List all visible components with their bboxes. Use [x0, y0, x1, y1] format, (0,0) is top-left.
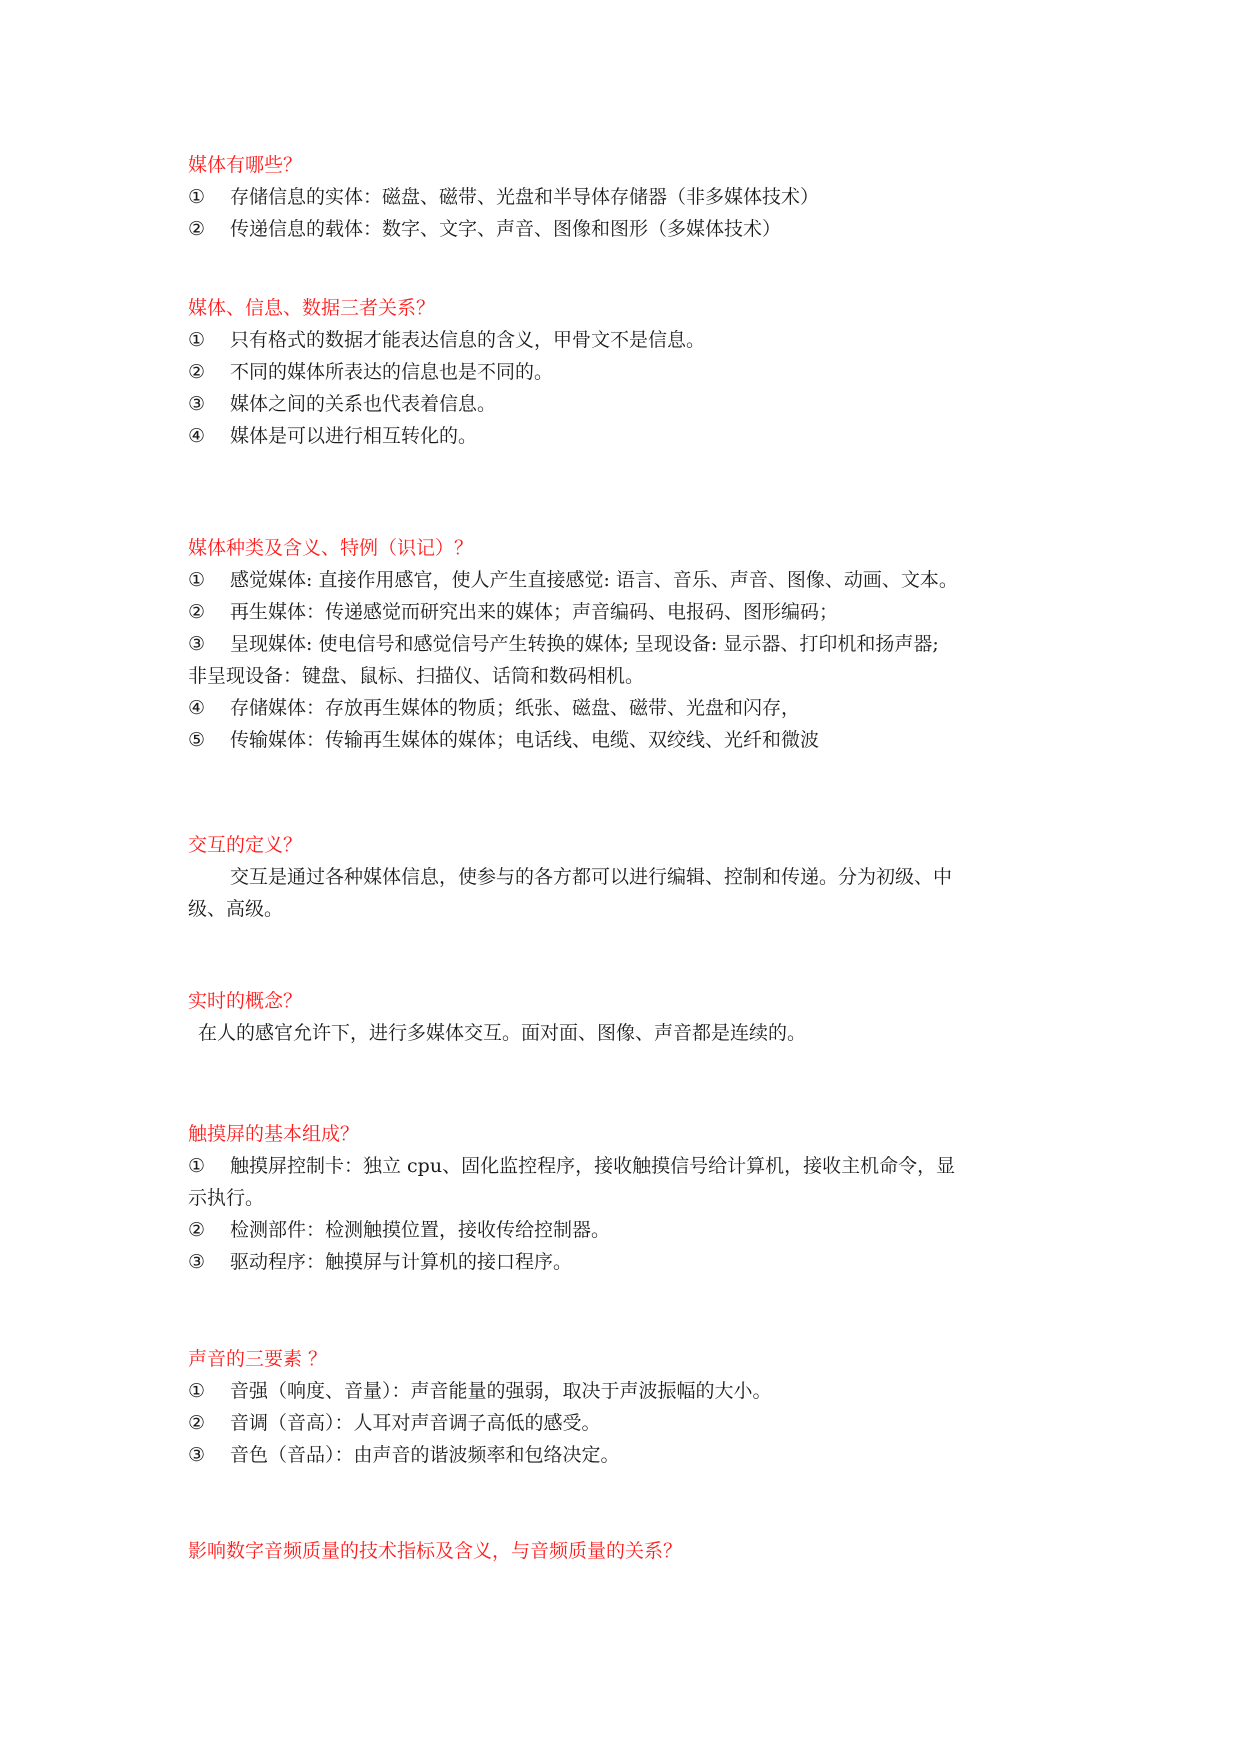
- list-item: [188, 420, 1068, 452]
- section-media-types: [188, 149, 1068, 245]
- list-item: [188, 1439, 1068, 1471]
- paragraph-line: 在人的感官允许下，进行多媒体交互。面对面、图像、声音都是连续的。: [198, 1022, 807, 1044]
- list-item: [188, 1407, 1068, 1439]
- section-realtime-concept: [188, 985, 1068, 1049]
- section-heading: 媒体有哪些？: [188, 154, 303, 176]
- list-item: [188, 1375, 1068, 1407]
- list-item-text: 媒体是可以进行相互转化的。: [230, 425, 478, 447]
- list-item: [188, 596, 1068, 628]
- list-item: [188, 724, 1068, 756]
- section-interaction-definition: [188, 829, 1068, 925]
- list-item: [188, 564, 1068, 596]
- list-item: [188, 692, 1068, 724]
- list-item: [188, 388, 1068, 420]
- paragraph-line: 级、高级。: [188, 898, 284, 920]
- list-marker: ①: [188, 186, 206, 208]
- list-marker: ②: [188, 1219, 206, 1241]
- list-item-text: 音色（音品）：由声音的谐波频率和包络决定。: [230, 1444, 620, 1466]
- list-marker: ②: [188, 601, 206, 623]
- section-sound-three-elements: [188, 1343, 1068, 1471]
- list-item: [188, 1150, 1068, 1182]
- list-marker: ①: [188, 569, 206, 591]
- section-media-info-data: [188, 292, 1068, 452]
- list-item-text: 只有格式的数据才能表达信息的含义，甲骨文不是信息。: [230, 329, 706, 351]
- list-marker: ①: [188, 1380, 206, 1402]
- list-item-text: 传递信息的载体：数字、文字、声音、图像和图形（多媒体技术）: [230, 218, 782, 240]
- list-marker: ④: [188, 425, 206, 447]
- list-marker: ⑤: [188, 729, 206, 751]
- list-item: [188, 213, 1068, 245]
- list-item-text: 驱动程序：触摸屏与计算机的接口程序。: [230, 1251, 573, 1273]
- section-heading: 声音的三要素 ？: [188, 1348, 328, 1370]
- section-heading: 媒体种类及含义、特例（识记）？: [188, 537, 474, 559]
- list-item-text: 传输媒体：传输再生媒体的媒体；电话线、电缆、双绞线、光纤和微波: [230, 729, 820, 751]
- paragraph-line: 交互是通过各种媒体信息，使参与的各方都可以进行编辑、控制和传递。分为初级、中: [230, 866, 953, 888]
- list-marker: ②: [188, 361, 206, 383]
- list-marker: ③: [188, 633, 206, 655]
- section-heading: 触摸屏的基本组成？: [188, 1123, 360, 1145]
- list-item: [188, 1246, 1068, 1278]
- list-marker: ①: [188, 329, 206, 351]
- list-marker: ②: [188, 218, 206, 240]
- list-item: [188, 356, 1068, 388]
- list-item-text: 触摸屏控制卡：独立 cpu、固化监控程序，接收触摸信号给计算机，接收主机命令，显: [230, 1155, 956, 1177]
- list-marker: ④: [188, 697, 206, 719]
- list-item-text: 再生媒体：传递感觉而研究出来的媒体；声音编码、电报码、图形编码；: [230, 601, 839, 623]
- list-marker: ③: [188, 1251, 206, 1273]
- list-item: [188, 181, 1068, 213]
- list-item-continuation: 示执行。: [188, 1187, 265, 1209]
- list-item-text: 音调（音高）：人耳对声音调子高低的感受。: [230, 1412, 601, 1434]
- list-marker: ①: [188, 1155, 206, 1177]
- list-item: [188, 628, 1068, 660]
- section-heading: 实时的概念？: [188, 990, 303, 1012]
- list-item-text: 检测部件：检测触摸位置，接收传给控制器。: [230, 1219, 611, 1241]
- list-item-text: 呈现媒体: 使电信号和感觉信号产生转换的媒体; 呈现设备: 显示器、打印机和扬声器;: [230, 633, 939, 655]
- list-item: [188, 1214, 1068, 1246]
- section-heading: 交互的定义？: [188, 834, 303, 856]
- section-media-kinds: [188, 532, 1068, 756]
- list-marker: ②: [188, 1412, 206, 1434]
- list-item-text: 不同的媒体所表达的信息也是不同的。: [230, 361, 554, 383]
- list-item-text: 音强（响度、音量）：声音能量的强弱，取决于声波振幅的大小。: [230, 1380, 772, 1402]
- section-digital-audio-quality: [188, 1535, 1068, 1567]
- list-item-text: 存储信息的实体：磁盘、磁带、光盘和半导体存储器（非多媒体技术）: [230, 186, 820, 208]
- section-heading: 媒体、信息、数据三者关系？: [188, 297, 436, 319]
- list-marker: ③: [188, 1444, 206, 1466]
- section-heading: 影响数字音频质量的技术指标及含义，与音频质量的关系？: [188, 1540, 683, 1562]
- list-item: [188, 324, 1068, 356]
- list-marker: ③: [188, 393, 206, 415]
- list-item-text: 感觉媒体: 直接作用感官，使人产生直接感觉: 语言、音乐、声音、图像、动画、文本。: [230, 569, 958, 591]
- list-item-text: 存储媒体：存放再生媒体的物质；纸张、磁盘、磁带、光盘和闪存，: [230, 697, 801, 719]
- section-touchscreen-components: [188, 1118, 1068, 1278]
- list-item-text: 媒体之间的关系也代表着信息。: [230, 393, 497, 415]
- list-item-continuation: 非呈现设备：键盘、鼠标、扫描仪、话筒和数码相机。: [188, 665, 645, 687]
